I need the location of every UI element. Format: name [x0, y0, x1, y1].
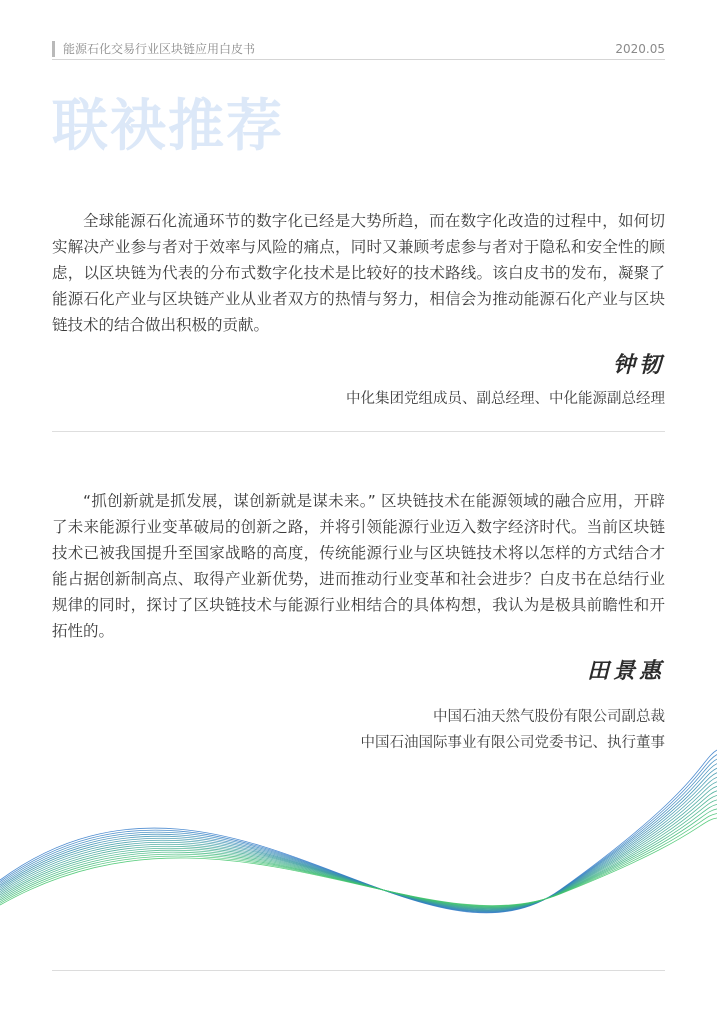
wave-line	[0, 809, 717, 907]
section-divider	[52, 431, 665, 432]
wave-line	[0, 750, 717, 913]
signature-2: 田景惠	[586, 658, 665, 684]
signature-1: 钟韧	[612, 352, 665, 378]
wave-line	[0, 818, 717, 906]
footer-divider	[52, 970, 665, 971]
recommendation-text-2: “抓创新就是抓发展，谋创新就是谋未来。” 区块链技术在能源领域的融合应用，开辟了未来能源行业变革破局的创新之路，并将引领能源行业迈入数字经济时代。当前区块链技术已被我国提升至国家战略的高度，传统能源行业与区块链技术将以怎样的方式结合才能占据创新制高点、取得产业新优势，进而推动行业变革和社会进步？白皮书在总结行业规律的同时，探讨了区块链技术与能源行业相结合的具体构想，我认为是极具前瞻性和开拓性的。	[52, 492, 665, 640]
wave-line	[0, 759, 717, 912]
wave-line	[0, 764, 717, 912]
affiliation-2-line-1: 中国石油天然气股份有限公司副总裁	[433, 709, 665, 725]
document-date: 2020.05	[615, 42, 665, 56]
header-divider	[52, 59, 665, 60]
recommendation-text-1: 全球能源石化流通环节的数字化已经是大势所趋，而在数字化改造的过程中，如何切实解决产业参与者对于效率与风险的痛点，同时又兼顾考虑参与者对于隐私和安全性的顾虑，以区块链为代表的分布式数字化技术是比较好的技术路线。该白皮书的发布，凝聚了能源石化产业与区块链产业从业者双方的热情与努力，相信会为推动能源石化产业与区块链技术的结合做出积极的贡献。	[52, 212, 665, 334]
affiliation-1: 中化集团党组成员、副总经理、中化能源副总经理	[346, 391, 665, 407]
wave-line	[0, 773, 717, 911]
wave-line	[0, 768, 717, 911]
affiliation-2-line-2: 中国石油国际事业有限公司党委书记、执行董事	[360, 735, 665, 751]
header-accent-bar	[52, 41, 55, 57]
wave-line	[0, 755, 717, 913]
document-title: 能源石化交易行业区块链应用白皮书	[63, 42, 256, 56]
page-title: 联袂推荐	[52, 94, 284, 159]
decorative-wave-lines	[0, 740, 717, 950]
